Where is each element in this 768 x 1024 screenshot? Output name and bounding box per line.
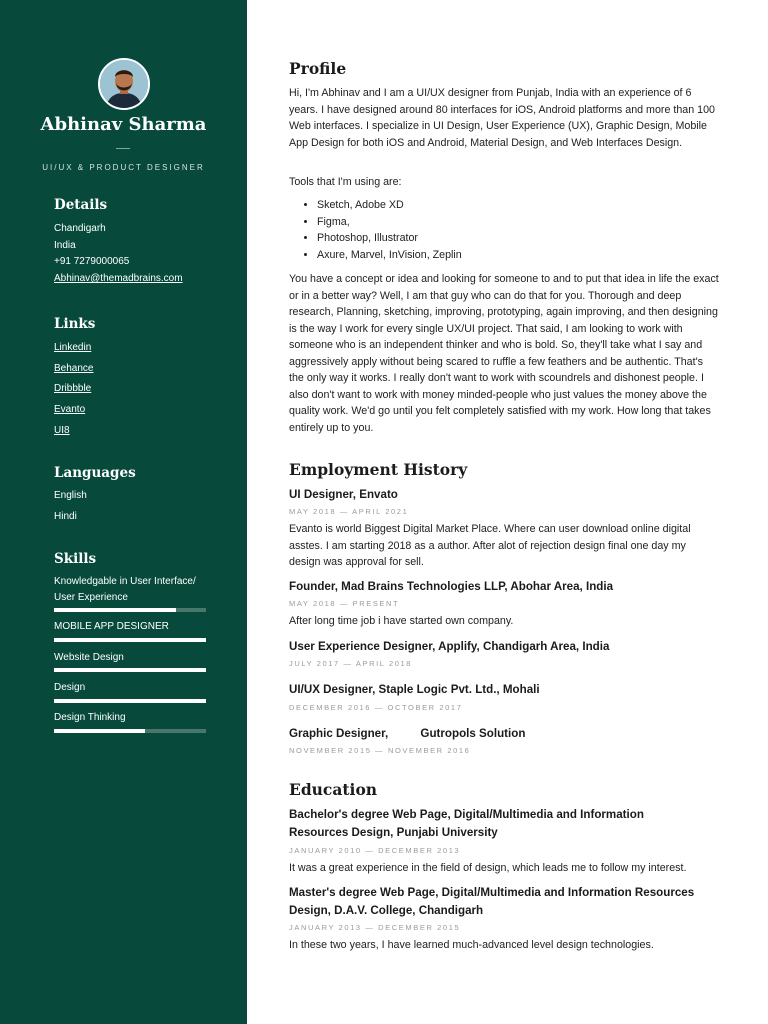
link-evanto[interactable]: Evanto	[54, 404, 86, 415]
job-dates: JULY 2017 — APRIL 2018	[289, 659, 413, 668]
name-divider	[116, 148, 130, 149]
avatar	[98, 58, 150, 110]
link-ui8[interactable]: UI8	[54, 425, 70, 436]
job-description: Evanto is world Biggest Digital Market Place. Where can user download online digital asstes. I am starting 2018 as a author. After alot of rejection design final one day my design was approval for sell.	[289, 523, 691, 568]
skill-level-bar	[54, 638, 206, 642]
job-title: UI/UX Designer, Staple Logic Pvt. Ltd., Mohali	[289, 683, 540, 696]
profile-intro: Hi, I'm Abhinav and I am a UI/UX designer from Punjab, India with an experience of 6 years. I have designed around 80 interfaces for iOS, Android platforms and more than 100 Web interfaces. I specialize in UI Design, User Experience (UX), Graphic Design, Mobile App Design for both iOS and Android, Material Design, and Web Interfaces Design.	[289, 87, 715, 149]
education-title-cont: Resources Design, Punjabi University	[289, 826, 498, 839]
list-item: • Axure, Marvel, InVision, Zeplin	[317, 247, 462, 264]
skill-level-bar	[54, 699, 206, 703]
list-item: • Sketch, Adobe XD	[317, 197, 462, 214]
detail-city: Chandigarh	[54, 223, 106, 234]
education-title: Bachelor's degree Web Page, Digital/Multimedia and Information	[289, 808, 644, 821]
skill-level-bar	[54, 729, 206, 733]
links-heading: Links	[54, 316, 96, 332]
job-title: User Experience Designer, Applify, Chandigarh Area, India	[289, 640, 610, 653]
skill-label: Website Design	[54, 652, 124, 663]
education-heading: Education	[289, 780, 378, 799]
skill-level-bar	[54, 608, 206, 612]
list-item: • Photoshop, Illustrator	[317, 230, 462, 247]
language-item: Hindi	[54, 511, 77, 522]
detail-country: India	[54, 240, 76, 251]
detail-phone: +91 7279000065	[54, 256, 130, 267]
job-dates: DECEMBER 2016 — OCTOBER 2017	[289, 703, 463, 712]
link-dribbble[interactable]: Dribbble	[54, 383, 92, 394]
skill-level-bar	[54, 668, 206, 672]
skill-label-cont: User Experience	[54, 592, 128, 603]
education-dates: JANUARY 2013 — DECEMBER 2015	[289, 923, 461, 932]
link-behance[interactable]: Behance	[54, 363, 94, 374]
candidate-role: UI/UX & PRODUCT DESIGNER	[42, 163, 205, 172]
candidate-name: Abhinav Sharma	[40, 114, 207, 135]
job-title: Founder, Mad Brains Technologies LLP, Abohar Area, India	[289, 580, 614, 593]
job-title: Graphic Designer, Gutropols Solution	[289, 727, 526, 740]
skill-label: MOBILE APP DESIGNER	[54, 621, 169, 632]
job-dates: MAY 2018 — APRIL 2021	[289, 507, 409, 516]
education-description: In these two years, I have learned much-advanced level design technologies.	[289, 939, 654, 951]
details-heading: Details	[54, 197, 108, 213]
sidebar	[0, 0, 247, 1024]
link-linkedin[interactable]: Linkedin	[54, 342, 92, 353]
profile-heading: Profile	[289, 59, 347, 78]
skill-label: Knowledgable in User Interface/	[54, 576, 196, 587]
person-photo-icon	[100, 60, 148, 108]
skill-label: Design Thinking	[54, 712, 126, 723]
tools-list	[289, 197, 462, 264]
job-dates: NOVEMBER 2015 — NOVEMBER 2016	[289, 746, 471, 755]
education-title-cont: Design, D.A.V. College, Chandigarh	[289, 904, 484, 917]
detail-email-link[interactable]: Abhinav@themadbrains.com	[54, 273, 183, 284]
list-item: • Figma,	[317, 214, 462, 231]
job-description: After long time job i have started own company.	[289, 615, 514, 627]
profile-pitch: You have a concept or idea and looking for someone to and to put that idea in life the exact or in a better way? Well, I am that guy who can do that for you. Thorough and deep research, Planning, sketching, improving, prototyping, again improving, and then designing is the way I work for every single UX/UI project. That said, I am looking to work with someone who is an independent thinker and who is bold. So, they'll take what I say and aggressively apply without being scared to ruffle a few feathers and be authentic. That's the only way it works. I really don't want to work with scoundrels and dishonest people. I also don't want to work with money minded-people who just values the money above the quality work. We'd go until you felt completely satisfied with my work. How long that takes entirely up to you.	[289, 273, 719, 434]
language-item: English	[54, 490, 87, 501]
tools-label: Tools that I'm using are:	[289, 176, 402, 188]
employment-heading: Employment History	[289, 460, 468, 479]
job-dates: MAY 2018 — PRESENT	[289, 599, 400, 608]
skills-heading: Skills	[54, 551, 97, 567]
languages-heading: Languages	[54, 465, 136, 481]
education-title: Master's degree Web Page, Digital/Multimedia and Information Resources	[289, 886, 695, 899]
job-title: UI Designer, Envato	[289, 488, 398, 501]
skill-label: Design	[54, 682, 86, 693]
education-dates: JANUARY 2010 — DECEMBER 2013	[289, 846, 461, 855]
education-description: It was a great experience in the field of design, which leads me to follow my interest.	[289, 862, 687, 874]
